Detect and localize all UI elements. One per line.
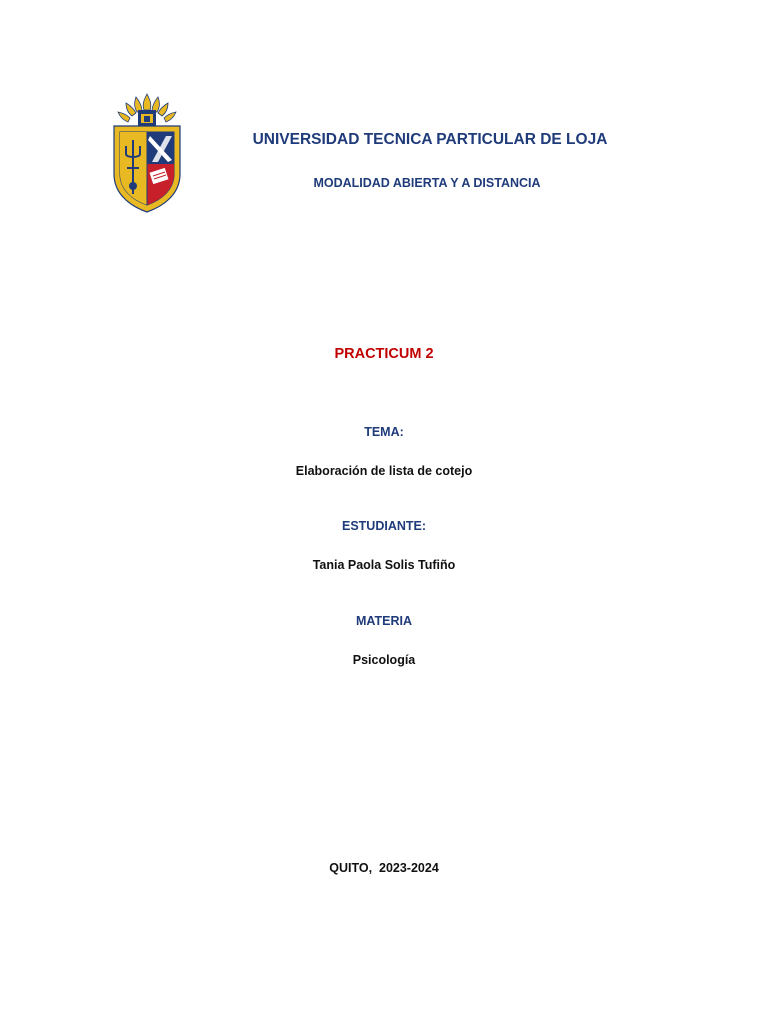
tema-label: TEMA: [364,425,404,439]
tema-value: Elaboración de lista de cotejo [295,464,473,478]
modality-heading: MODALIDAD ABIERTA Y A DISTANCIA [313,176,541,190]
estudiante-label: ESTUDIANTE: [341,519,427,533]
university-crest-icon [106,90,188,214]
university-name: UNIVERSIDAD TECNICA PARTICULAR DE LOJA [252,131,608,148]
place-date: QUITO, 2023-2024 [329,861,439,875]
practicum-title: PRACTICUM 2 [334,346,434,362]
materia-value: Psicología [352,653,416,667]
materia-label: MATERIA [355,614,412,628]
estudiante-value: Tania Paola Solis Tufiño [312,558,456,572]
